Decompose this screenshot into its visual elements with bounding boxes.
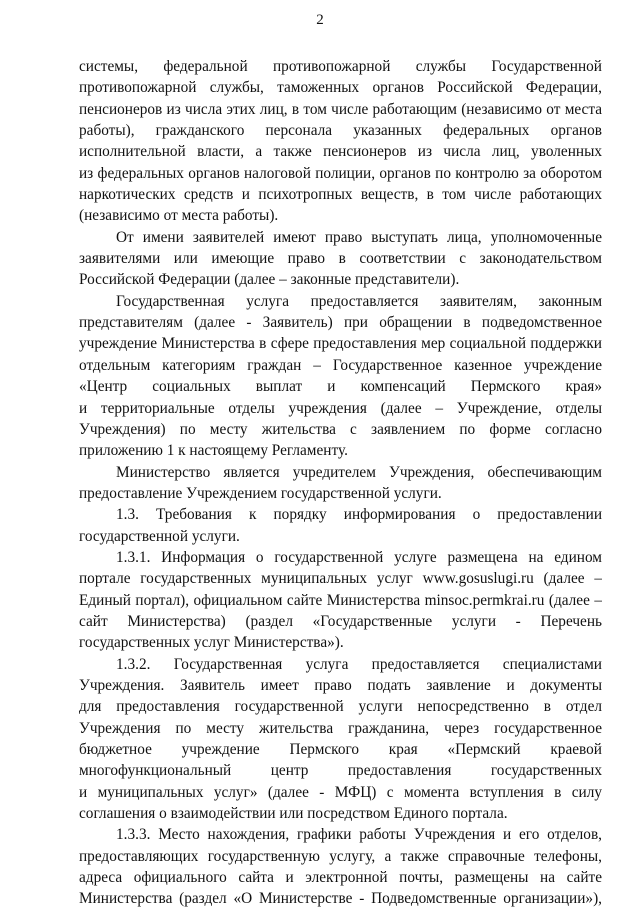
- text-line: Государственная услуга предоставляется заявителям, законным: [116, 292, 602, 310]
- text-line: предоставляющих государственную услугу, а также справочные телефоны,: [79, 847, 602, 865]
- text-line: Министерства (раздел «О Министерстве - Подведомственные организации»),: [79, 890, 602, 908]
- text-line: приложению 1 к настоящему Регламенту.: [79, 442, 348, 460]
- text-line: Министерство является учредителем Учреждения, обеспечивающим: [116, 463, 602, 481]
- text-line: многофункциональный центр предоставления государственных: [79, 762, 602, 780]
- text-line: 1.3.2. Государственная услуга предоставляется специалистами: [116, 655, 602, 673]
- text-line: представителям (далее - Заявитель) при обращении в подведомственное: [79, 314, 602, 332]
- text-line: учреждение Министерства в сфере предоставления мер социальной поддержки: [79, 335, 602, 353]
- text-line: Учреждения. Заявитель имеет право подать заявление и документы: [79, 676, 602, 694]
- text-line: отдельным категориям граждан – Государственное казенное учреждение: [79, 356, 602, 374]
- text-line: государственной услуги.: [79, 527, 240, 545]
- text-line: (независимо от места работы).: [79, 207, 279, 225]
- text-line: «Центр социальных выплат и компенсаций Пермского края»: [79, 378, 602, 396]
- page-number: 2: [316, 12, 324, 28]
- text-line: государственных услуг Министерства»).: [79, 634, 344, 652]
- text-line: 1.3.3. Место нахождения, графики работы Учреждения и его отделов,: [116, 826, 602, 844]
- document-body: [79, 56, 602, 910]
- text-line: 1.3.1. Информация о государственной услуге размещена на едином: [116, 548, 602, 566]
- text-line: и муниципальных услуг» (далее - МФЦ) с момента вступления в силу: [79, 783, 602, 801]
- text-line: бюджетное учреждение Пермского края «Пермский краевой: [79, 741, 602, 758]
- text-line: портале государственных муниципальных услуг www.gosuslugi.ru (далее –: [79, 570, 602, 588]
- text-line: системы, федеральной противопожарной службы Государственной: [79, 58, 602, 75]
- text-line: Российской Федерации (далее – законные представители).: [79, 271, 460, 289]
- text-line: исполнительной власти, а также пенсионеров из числа лиц, уволенных: [79, 143, 602, 161]
- text-line: заявителями или имеющие право в соответствии с законодательством: [79, 250, 602, 268]
- text-line: из федеральных органов налоговой полиции, органов по контролю за оборотом: [79, 164, 602, 182]
- text-line: работы), гражданского персонала указанных федеральных органов: [79, 122, 602, 140]
- text-line: пенсионеров из числа этих лиц, в том числе работающим (независимо от места: [79, 100, 602, 118]
- text-line: наркотических средств и психотропных веществ, в том числе работающих: [79, 186, 602, 204]
- text-line: и территориальные отделы учреждения (далее – Учреждение, отделы: [79, 399, 602, 417]
- text-line: сайт Министерства) (раздел «Государственные услуги - Перечень: [79, 612, 602, 630]
- text-line: Учреждения) по месту жительства с заявлением по форме согласно: [79, 420, 602, 438]
- text-line: соглашения о взаимодействии или посредством Единого портала.: [79, 805, 508, 823]
- text-line: Учреждения по месту жительства гражданина, через государственное: [79, 719, 602, 737]
- text-line: От имени заявителей имеют право выступать лица, уполномоченные: [116, 228, 602, 246]
- text-line: предоставление Учреждением государственной услуги.: [79, 484, 442, 502]
- text-line: 1.3. Требования к порядку информирования о предоставлении: [116, 506, 602, 524]
- text-line: для предоставления государственной услуги непосредственно в отдел: [79, 698, 602, 716]
- text-line: Единый портал), официальном сайте Министерства minsoc.permkrai.ru (далее –: [79, 591, 602, 609]
- text-line: противопожарной службы, таможенных органов Российской Федерации,: [79, 79, 602, 97]
- text-line: адреса официального сайта и электронной почты, размещены на сайте: [79, 869, 602, 887]
